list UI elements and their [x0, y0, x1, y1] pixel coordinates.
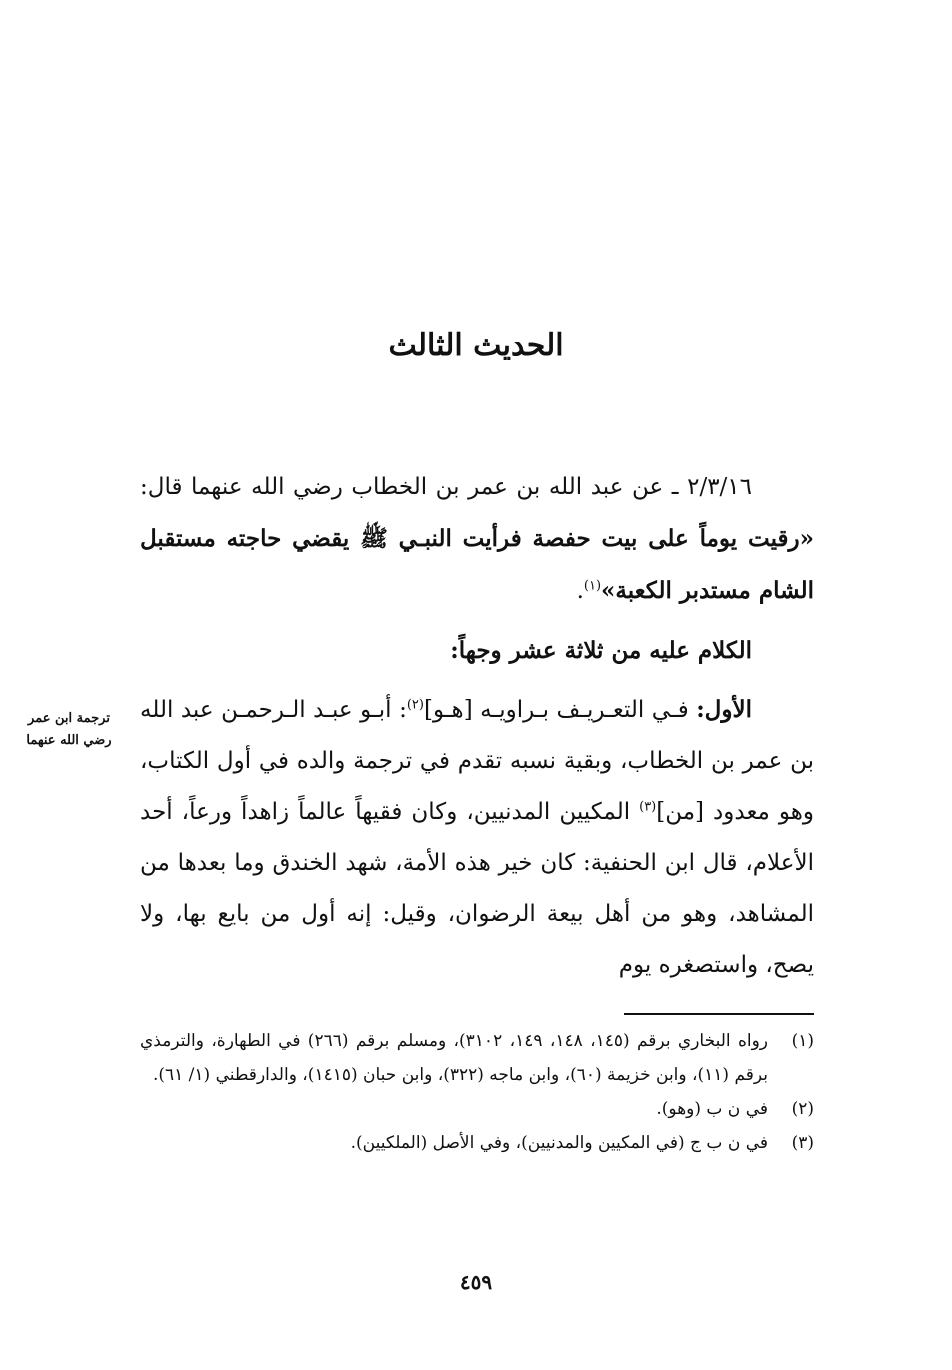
first-aspect-paragraph — [140, 684, 814, 991]
footnote-ref-3: (٣) — [639, 799, 657, 815]
footnote-3 — [140, 1126, 814, 1160]
aspects-intro: الكلام عليه من ثلاثة عشر وجهاً: — [450, 637, 752, 664]
footnote-number: (٣) — [791, 1133, 814, 1153]
footnote-number: (٢) — [791, 1099, 814, 1119]
margin-note — [14, 708, 124, 752]
hadith-paragraph — [140, 462, 814, 617]
page-number: ٤٥٩ — [459, 1270, 493, 1294]
footnote-2 — [140, 1092, 814, 1126]
footnote-text: في ن ب ج (في المكيين والمدنيين)، وفي الأصل (الملكيين). — [350, 1133, 768, 1153]
footnote-ref-1: (١) — [583, 578, 602, 594]
first-aspect-label: الأول: — [696, 696, 753, 723]
footnote-text: في ن ب (وهو). — [656, 1099, 768, 1119]
hadith-intro: عن عبد الله بن عمر بن الخطاب رضي الله عنهما قال: — [140, 474, 672, 500]
margin-note-line-1: ترجمة ابن عمر — [28, 711, 110, 726]
footnotes — [140, 1024, 814, 1160]
margin-note-line-2: رضي الله عنهما — [26, 733, 112, 748]
footnote-divider — [624, 1013, 814, 1015]
first-aspect-text-a: فـي التعـريـف بـراويـه [هـو] — [423, 697, 697, 723]
hadith-end: . — [576, 578, 584, 604]
main-text — [140, 462, 814, 991]
first-aspect-text-c: المكيين المدنيين، وكان فقيهاً عالماً زاهداً ورعاً، أحد الأعلام، قال ابن الحنفية: كان خير هذه الأمة، شهد الخندق وما بعدها من المشاهد، وهو من أهل بيعة الرضوان، وقيل: إنه أول من بايع بها، ولا يصح، واستصغره يوم — [140, 799, 814, 978]
footnote-number: (١) — [791, 1031, 814, 1051]
first-aspect-text-b: : أبـو عبـد الـرحمـن عبد الله بن عمر بن الخطاب، وبقية نسبه تقدم في ترجمة والده في أول الكتاب، وهو معدود [من] — [140, 697, 814, 825]
hadith-number: ٢/٣/١٦ ـ — [671, 474, 753, 500]
footnote-text: رواه البخاري برقم (١٤٥، ١٤٨، ١٤٩، ٣١٠٢)، ومسلم برقم (٢٦٦) في الطهارة، والترمذي برقم (١١)، وابن خزيمة (٦٠)، وابن ماجه (٣٢٢)، وابن حبان (١٤١٥)، والدارقطني (١/ ٦١). — [140, 1031, 769, 1085]
footnote-ref-2: (٢) — [406, 697, 424, 713]
hadith-quote: «رقيت يوماً على بيت حفصة فرأيت النبـي ﷺ يقضي حاجته مستقبل الشام مستدبر الكعبة» — [140, 525, 814, 604]
section-heading: الحديث الثالث — [388, 328, 564, 363]
footnote-1 — [140, 1024, 814, 1092]
